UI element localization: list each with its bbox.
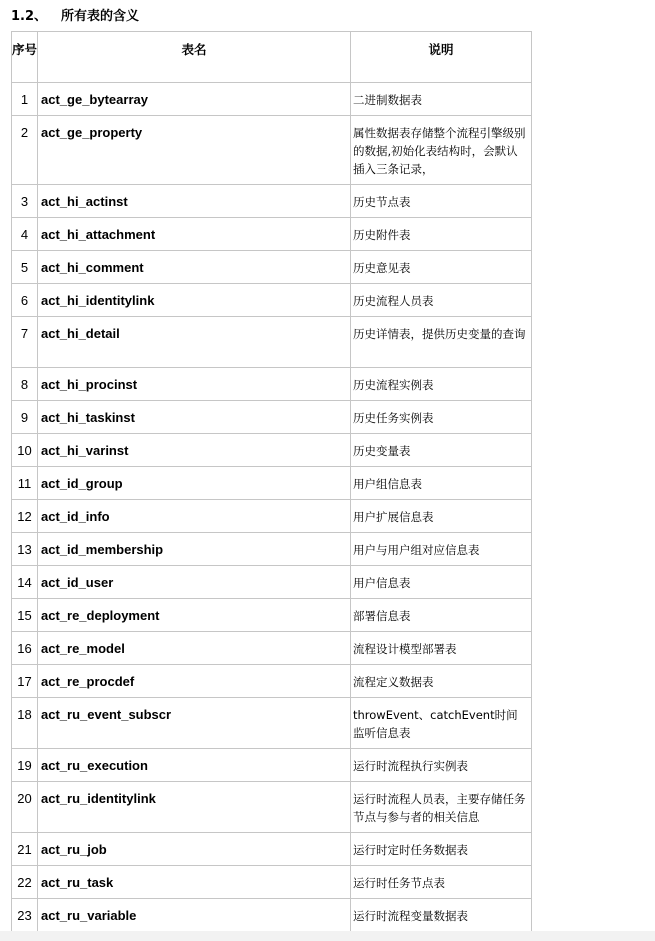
- section-heading: [11, 7, 139, 27]
- row-table-name: act_hi_detail: [38, 317, 351, 368]
- row-description: 用户扩展信息表: [351, 500, 532, 533]
- row-table-name: act_hi_identitylink: [38, 284, 351, 317]
- row-description: 流程定义数据表: [351, 665, 532, 698]
- row-table-name: act_hi_attachment: [38, 218, 351, 251]
- table-definitions-table: [11, 31, 532, 932]
- table-row: [12, 749, 532, 782]
- row-table-name: act_ru_variable: [38, 899, 351, 932]
- row-table-name: act_hi_actinst: [38, 185, 351, 218]
- row-index: 18: [12, 698, 38, 749]
- row-index: 13: [12, 533, 38, 566]
- table-row: [12, 218, 532, 251]
- row-index: 23: [12, 899, 38, 932]
- column-header-index: 序号: [12, 32, 38, 83]
- table-row: [12, 251, 532, 284]
- row-index: 9: [12, 401, 38, 434]
- row-index: 19: [12, 749, 38, 782]
- table-row: [12, 317, 532, 368]
- row-table-name: act_ru_task: [38, 866, 351, 899]
- row-description: 运行时流程人员表，主要存储任务节点与参与者的相关信息: [351, 782, 532, 833]
- row-table-name: act_ge_property: [38, 116, 351, 185]
- row-description: 用户组信息表: [351, 467, 532, 500]
- row-index: 14: [12, 566, 38, 599]
- table-row: [12, 698, 532, 749]
- table-row: [12, 116, 532, 185]
- row-description: throwEvent、catchEvent时间监听信息表: [351, 698, 532, 749]
- row-table-name: act_id_membership: [38, 533, 351, 566]
- row-index: 12: [12, 500, 38, 533]
- table-row: [12, 782, 532, 833]
- row-index: 2: [12, 116, 38, 185]
- row-table-name: act_re_model: [38, 632, 351, 665]
- row-description: 运行时任务节点表: [351, 866, 532, 899]
- row-index: 3: [12, 185, 38, 218]
- row-table-name: act_re_deployment: [38, 599, 351, 632]
- row-description: 历史详情表，提供历史变量的查询: [351, 317, 532, 368]
- row-index: 1: [12, 83, 38, 116]
- table-row: [12, 899, 532, 932]
- row-index: 7: [12, 317, 38, 368]
- row-description: 部署信息表: [351, 599, 532, 632]
- table-row: [12, 434, 532, 467]
- row-table-name: act_ru_identitylink: [38, 782, 351, 833]
- column-header-name: 表名: [38, 32, 351, 83]
- row-table-name: act_id_group: [38, 467, 351, 500]
- row-description: 历史任务实例表: [351, 401, 532, 434]
- table-row: [12, 185, 532, 218]
- row-index: 17: [12, 665, 38, 698]
- table-row: [12, 500, 532, 533]
- table-row: [12, 566, 532, 599]
- page-bottom-strip: [0, 931, 655, 941]
- row-table-name: act_ru_execution: [38, 749, 351, 782]
- table-row: [12, 533, 532, 566]
- row-index: 5: [12, 251, 38, 284]
- row-description: 历史意见表: [351, 251, 532, 284]
- row-table-name: act_hi_procinst: [38, 368, 351, 401]
- row-description: 运行时流程变量数据表: [351, 899, 532, 932]
- row-description: 历史节点表: [351, 185, 532, 218]
- row-description: 二进制数据表: [351, 83, 532, 116]
- row-index: 15: [12, 599, 38, 632]
- row-index: 21: [12, 833, 38, 866]
- table-row: [12, 467, 532, 500]
- table-row: [12, 401, 532, 434]
- row-table-name: act_ru_event_subscr: [38, 698, 351, 749]
- table-row: [12, 632, 532, 665]
- row-description: 运行时定时任务数据表: [351, 833, 532, 866]
- row-table-name: act_re_procdef: [38, 665, 351, 698]
- row-description: 用户信息表: [351, 566, 532, 599]
- row-table-name: act_hi_varinst: [38, 434, 351, 467]
- row-description: 属性数据表存储整个流程引擎级别的数据,初始化表结构时，会默认插入三条记录，: [351, 116, 532, 185]
- row-description: 历史流程人员表: [351, 284, 532, 317]
- table-row: [12, 83, 532, 116]
- row-table-name: act_id_info: [38, 500, 351, 533]
- row-index: 20: [12, 782, 38, 833]
- row-table-name: act_ru_job: [38, 833, 351, 866]
- row-table-name: act_ge_bytearray: [38, 83, 351, 116]
- row-description: 历史附件表: [351, 218, 532, 251]
- table-row: [12, 833, 532, 866]
- row-table-name: act_id_user: [38, 566, 351, 599]
- table-row: [12, 866, 532, 899]
- row-index: 4: [12, 218, 38, 251]
- row-description: 流程设计模型部署表: [351, 632, 532, 665]
- table-header-row: [12, 32, 532, 83]
- table-row: [12, 665, 532, 698]
- row-index: 10: [12, 434, 38, 467]
- row-description: 历史变量表: [351, 434, 532, 467]
- row-table-name: act_hi_taskinst: [38, 401, 351, 434]
- row-table-name: act_hi_comment: [38, 251, 351, 284]
- table-row: [12, 599, 532, 632]
- section-title: 所有表的含义: [61, 9, 140, 24]
- table-row: [12, 284, 532, 317]
- column-header-description: 说明: [351, 32, 532, 83]
- row-description: 用户与用户组对应信息表: [351, 533, 532, 566]
- row-index: 8: [12, 368, 38, 401]
- section-number: 1.2、: [11, 9, 48, 24]
- row-description: 运行时流程执行实例表: [351, 749, 532, 782]
- row-index: 16: [12, 632, 38, 665]
- table-row: [12, 368, 532, 401]
- row-description: 历史流程实例表: [351, 368, 532, 401]
- row-index: 6: [12, 284, 38, 317]
- row-index: 22: [12, 866, 38, 899]
- row-index: 11: [12, 467, 38, 500]
